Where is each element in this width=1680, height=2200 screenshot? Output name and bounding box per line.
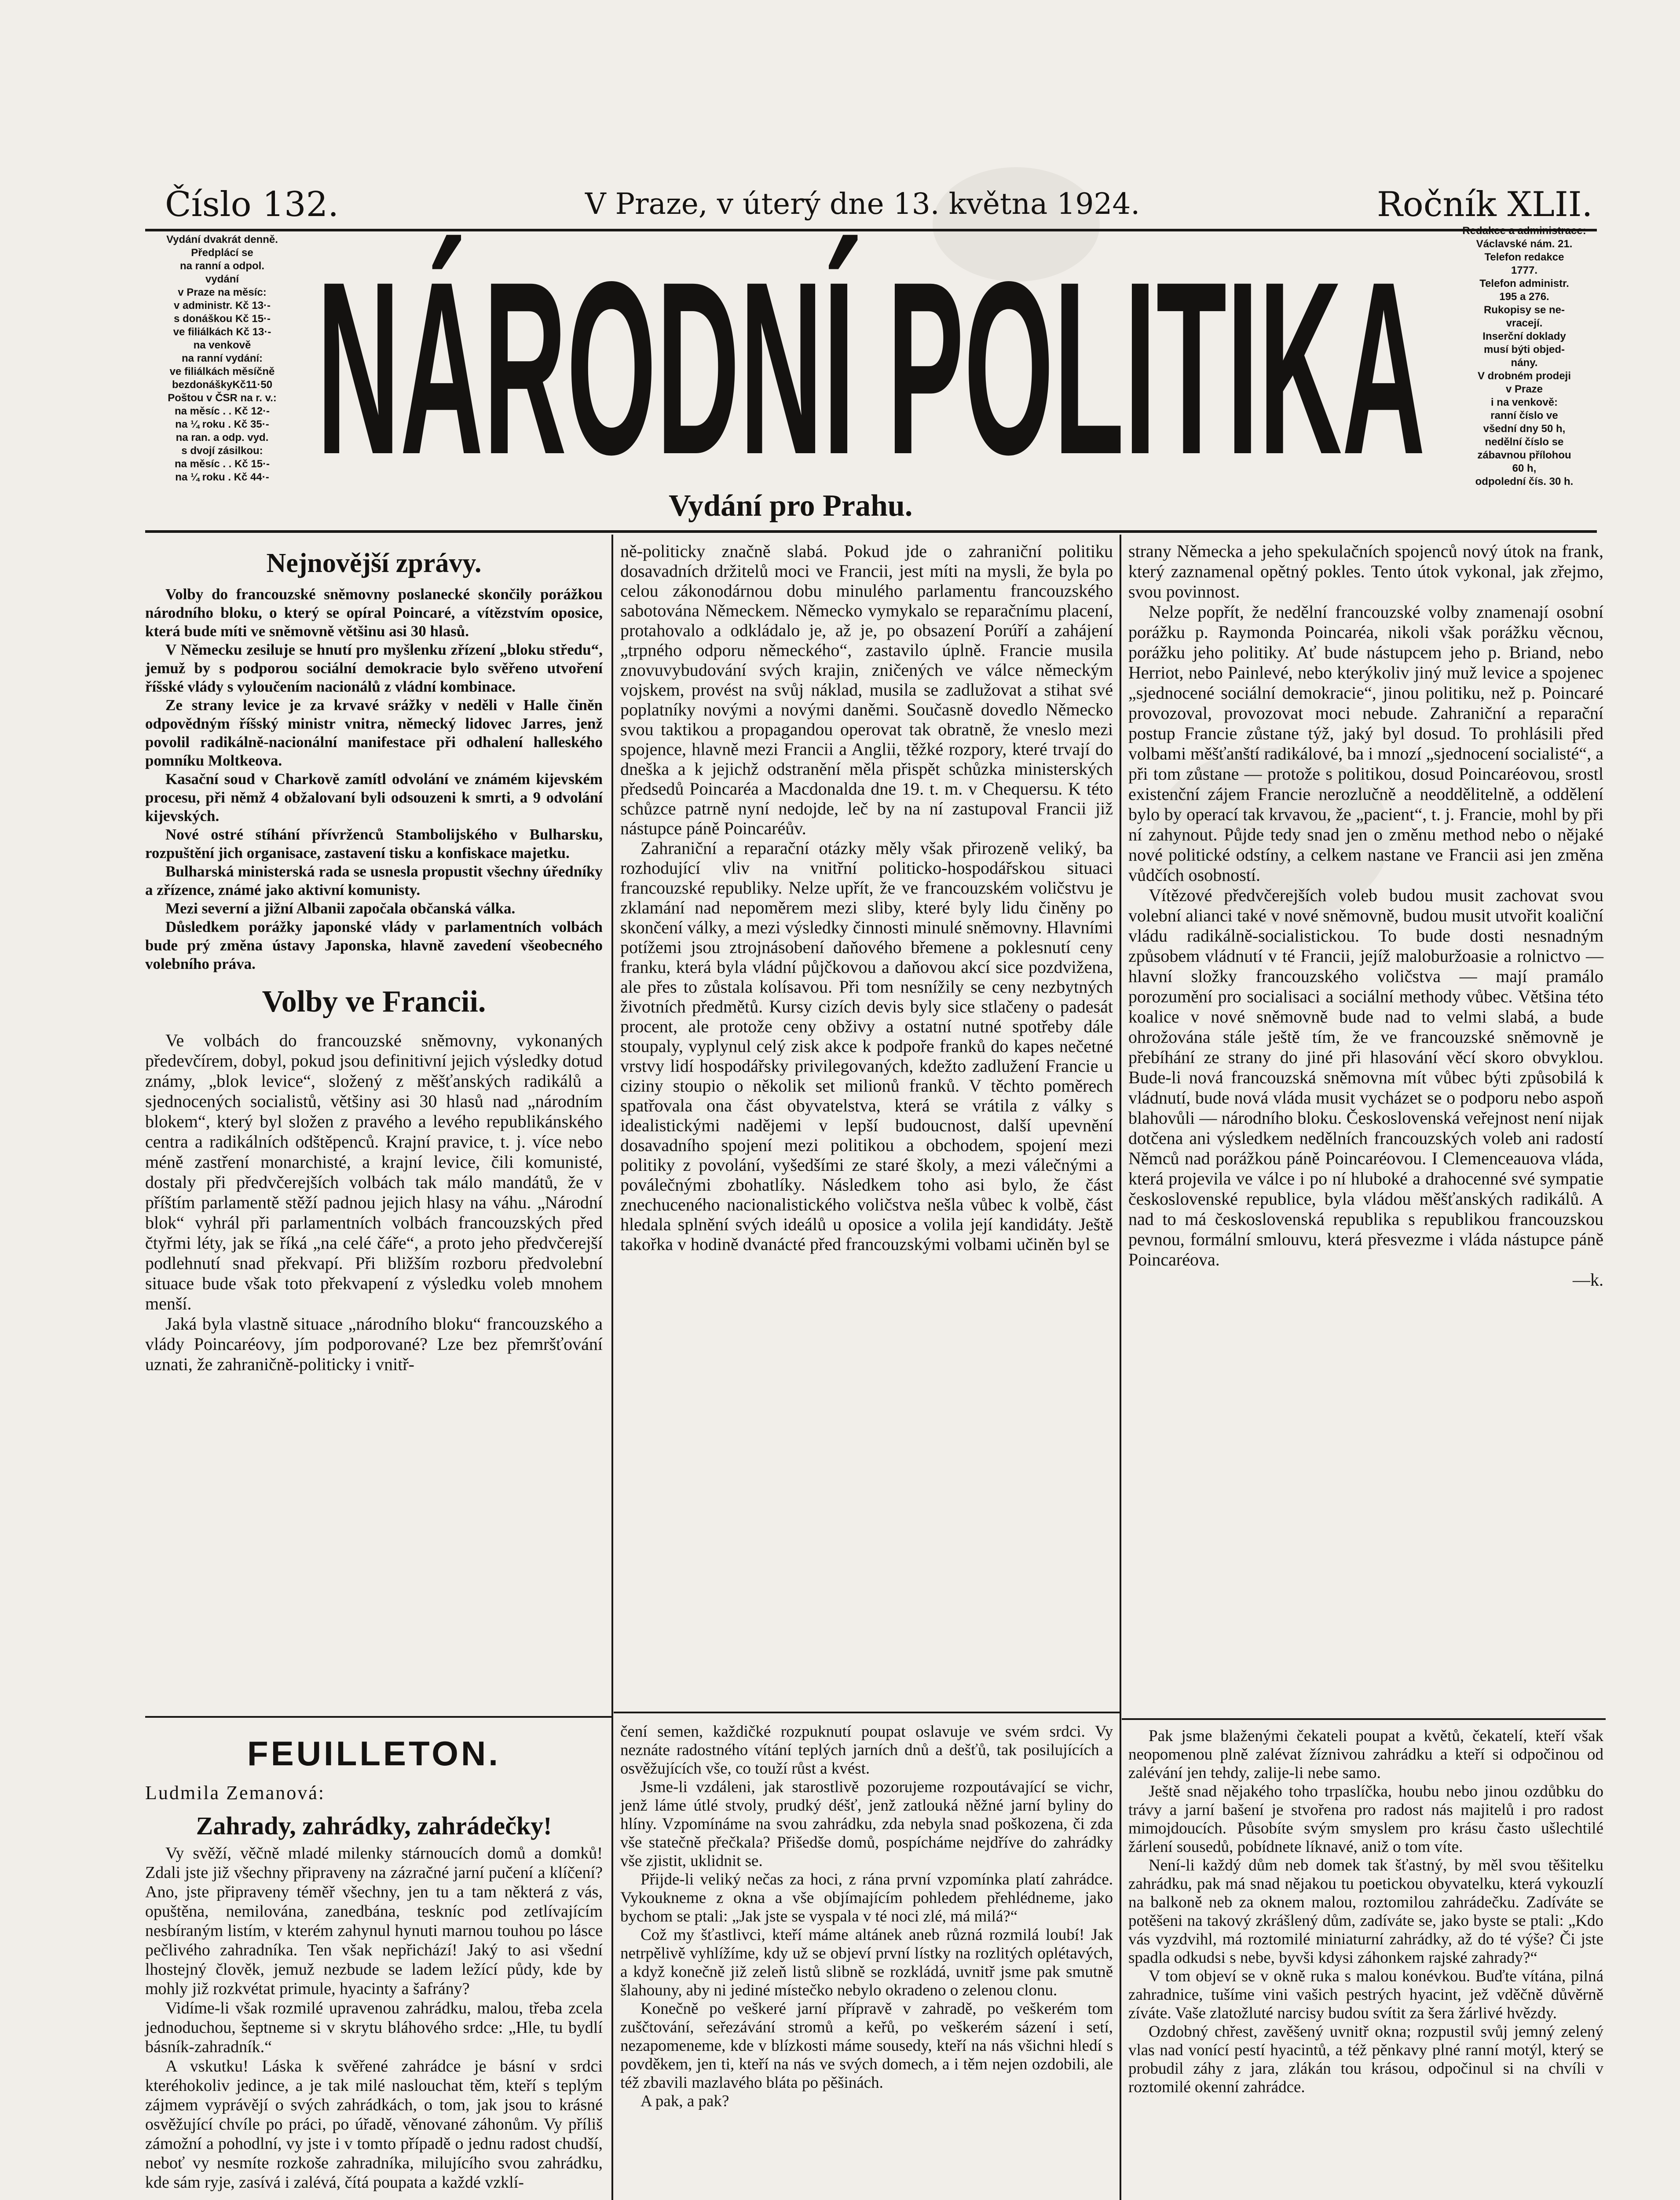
feuilleton-paragraph: čení semen, každičké rozpuknutí poupat oslavuje ve svém srdci. Vy neznáte radostného vítání teplých jarních dnů a dešťů, tak posilujících a osvěžujících vše, co touží růst a kvést. xyxy=(620,1723,1113,1778)
subscription-line: v Praze na měsíc: xyxy=(178,286,267,298)
feuilleton-heading: FEUILLETON. xyxy=(247,1734,501,1773)
column-2 xyxy=(620,541,1113,1254)
volby-paragraph: strany Německa a jeho spekulačních spojenců nový útok na frank, který zaznamenal opětný pokles. Tento útok vykonal, jak zřejmo, svou povinnost. xyxy=(1128,541,1603,601)
subscription-line: ve filiálkách měsíčně xyxy=(169,366,275,378)
feuilleton-paragraph: Což my šťastlivci, kteří máme altánek aneb různá rozmilá loubí! Jak netrpělivě vyhlížíme, kdy už se objeví první lístky na rozlitých oplétavých, a když konečně již zeleň listů slibně se rozkládá, uvnitř jsme pak smutně šlahouny, aby ni jediné místečko nebylo okradeno o zelenou clonu. xyxy=(620,1926,1113,1999)
news-item: Volby do francouzské sněmovny poslanecké skončily porážkou národního bloku, o který se opíral Poincaré, a vítězstvím oposice, která bude míti ve sněmovně většinu asi 30 hlasů. xyxy=(145,586,603,640)
feuilleton-paragraph: Vidíme-li však rozmilé upravenou zahrádku, malou, třeba zcela jednoduchou, šeptneme si v skrytu bláhového srdce: „Hle, tu bydlí básník-zahradník.“ xyxy=(145,1999,603,2056)
subscription-line: ve filiálkách Kč 13·- xyxy=(173,326,271,338)
subscription-line: Vydání dvakrát denně. xyxy=(166,234,278,246)
feuilleton-paragraph: Není-li každý dům neb domek tak šťastný, by měl svou těšitelku zahrádku, pak má snad nějakou tu poetickou obyvatelku, která vykouzlí na balkoně neb za oknem malou, roztomilou zahrádečku. Zadíváte se potěšeni na takový zkrášlený dům, zadíváte se, jako byste se ptali: „Kdo vás vyzdvihl, má roztomilé miniaturní zahrádky, až do té výše? Či jste spadla odkudsi s nebe, byvši kdysi záhonkem rajské zahrady?“ xyxy=(1128,1856,1603,1967)
feuilleton-paragraph: Vy svěží, věčně mladé milenky stárnoucích domů a domků! Zdali jste již všechny připraveny na zázračné jarní pučení a klíčení? Ano, jste připraveny téměř všechny, jen tu a tam některá z vás, opuštěna, nemilována, zanedbána, teskníc pod zetlívajícím nesbíraným listím, v kterém zahynul hynuti marnou touhou po lásce pečlivého zahradníka. Ten však nepřichází! Jaký to asi všední lhostejný člověk, jemuž nezbude se ladem ležící půdy, kde by mohly již rozkvétat primule, hyacinty a šafrány? xyxy=(145,1844,603,1998)
issue-number: Číslo 132. xyxy=(165,185,339,224)
subscription-line: Poštou v ČSR na r. v.: xyxy=(168,392,277,404)
news-item: Důsledkem porážky japonské vlády v parlamentních volbách bude prý změna ústavy Japonska, hlavně zavedení všeobecného volebního práva. xyxy=(145,918,603,972)
subscription-info xyxy=(136,233,308,484)
volby-paragraph: ně-politicky značně slabá. Pokud jde o zahraniční politiku dosavadních držitelů moci ve Francii, jest míti na mysli, že byla po celou zákonodárnou dobu minulého parlamentu francouzského sabotována Německem. Německo vymykalo se reparačnímu placení, protahovalo a odkládalo je, až je, po obsazení Porúří a zahájení „trpného odporu německého“, zastavilo úplně. Francie musila znovuvybudování svých krajin, zničených ve válce německým vojskem, provést na svůj náklad, musila se zadlužovat a stihat své poplatníky novými a novými daněmi. Současně dovedlo Německo svou taktikou a propagandou operovat tak obratně, že vneslo mezi spojence, hlavně mezi Francii a Anglii, těžké rozpory, které trvají do dneška a k jejichž odstranění měla přispět schůzka ministerských předsedů Poincaréa a Macdonalda dne 19. t. m. v Chequersu. K této schůzce patrně nyní nedojde, leč by na ní zastupoval Francii již nástupce páně Poincaréův. xyxy=(620,541,1113,838)
volby-paragraph: Ve volbách do francouzské sněmovny, vykonaných předevčírem, dobyl, pokud jsou definitivní jejich výsledky dotud známy, „blok levice“, složený z měšťanských radikálů a sjednocených socialistů, většiny asi 30 hlasů nad „národním blokem“, který byl složen z pravého a levého republikánského centra a radikálních odštěpenců. Krajní pravice, t. j. více nebo méně zastření monarchisté, a krajní levice, čili komunisté, dostaly při předvčerejších volbách tak málo mandátů, že v příštím parlamentě stěží padnou jejich hlasy na váhu. „Národní blok“ vyhrál při parlamentních volbách francouzských před čtyřmi léty, jak se říká „na celé čáře“, a proto jeho předvčerejší podlehnutí snad překvapí. Při bližším rozboru předvolební situace bude však toto překvapení z výsledku voleb mnohem menší. xyxy=(145,1030,603,1313)
admin-line: odpolední čís. 30 h. xyxy=(1475,476,1574,488)
admin-line: všední dny 50 h, xyxy=(1483,423,1566,435)
admin-line: zábavnou přílohou xyxy=(1477,449,1571,461)
news-item: Ze strany levice je za krvavé srážky v neděli v Halle činěn odpovědným říšský ministr vnitra, německý lidovec Jarres, jenž povolil radikálně-nacionální manifestace při odhalení halleského pomníku Moltkeova. xyxy=(145,697,603,769)
feuilleton-paragraph: A vskutku! Láska k svěřené zahrádce je básní v srdci kteréhokoliv jedince, a je tak milé naslouchat těm, kteří s teplým zájmem vyprávějí o svých zahrádkách, o tom, jak jsou to krásné osvěžující chvíle po práci, po úřadě, věnované záhonům. Vy příliš zámožní a pohodlní, vy jste i v tomto případě o jednu radost chudší, neboť vy nesmíte rozkoše zahradníka, milujícího svou zahrádku, kde sám ryje, zasívá i zalévá, čítá poupata a každé vzklí- xyxy=(145,2057,603,2192)
news-item: Bulharská ministerská rada se usnesla propustit všechny úředníky a zřízence, známé jako aktivní komunisty. xyxy=(145,863,603,898)
admin-line: ranní číslo ve xyxy=(1490,410,1558,422)
feuilleton-paragraph: Jsme-li vzdáleni, jak starostlivě pozorujeme rozpoutávající se vichr, jenž láme útlé stvoly, prudký déšť, jenž zatlouká něžné jarní byliny do hlíny. Vzpomínáme na svou zahrádku, zda nebyla snad poškozena, či zda vše statečně přečkala? Přišedše domů, pospícháme nejdříve do zahrádky vše zjistit, uklidnit se. xyxy=(620,1778,1113,1870)
column-3 xyxy=(1128,541,1603,1290)
subscription-line: na ¼ roku . Kč 44·- xyxy=(175,471,269,483)
volby-paragraph: Nelze popřít, že nedělní francouzské volby znamenají osobní porážku p. Raymonda Poincaréa, nikoli však porážku věcnou, porážku jeho politiky. Ať bude nástupcem jeho p. Briand, nebo Herriot, nebo Painlevé, nebo kterýkoliv jiný muž levice a spojenec „sjednocené sociální demokracie“, jinou politiku, než p. Poincaré provozoval, provozovat moci nebude. Zahraniční a reparační postup Francie zůstane týž, jaký byl dosud. To prohlásili před volbami měšťanští radikálové, ba i mnozí „sjednocení socialisté“, a při tom zůstane — protože s politikou, dosud Poincaréovou, srostl existenční zájem Francie nerozlučně a neoddělitelně, a oddělení bylo by operací tak krvavou, že „pacient“, t. j. Francie, mohl by při ní zahynout. Půjde tedy snad jen o změnu method nebo o nějaké nové politické odstíny, a celkem nastane ve Francii asi jen změna vůdčích osobností. xyxy=(1128,602,1603,885)
column-rule xyxy=(1120,535,1121,2200)
volume-number: Ročník XLII. xyxy=(1377,185,1593,224)
subscription-line: s dvojí zásilkou: xyxy=(181,445,263,457)
feuilleton-rule xyxy=(614,1712,1120,1713)
subscription-line: na ran. a odp. vyd. xyxy=(176,432,269,444)
feuilleton-column-3 xyxy=(1128,1727,1603,2097)
feuilleton-column-1 xyxy=(145,1729,603,2192)
admin-line: 60 h, xyxy=(1512,462,1537,474)
subscription-line: s donáškou Kč 15·- xyxy=(173,313,271,325)
admin-line: nány. xyxy=(1511,357,1538,369)
masthead-bottom-rule xyxy=(145,530,1597,533)
admin-line: V drobném prodeji xyxy=(1477,370,1571,382)
newspaper-title xyxy=(308,207,1434,480)
feuilleton-paragraph: Ještě snad nějakého toho trpaslíčka, houbu nebo jinou ozdůbku do trávy a jarní bašení je stvořena pro radost nás majitelů i pro radost mimojdoucích. Působíte svým smyslem pro krásu často ušlechtilé žárlení sousedů, pobídnete líknavé, aniž o tom víte. xyxy=(1128,1782,1603,1856)
volby-paragraph: Jaká byla vlastně situace „národního bloku“ francouzského a vlády Poincaréovy, jím podporované? Lze bez přemršťování uznati, že zahraničně-politicky i vnitř- xyxy=(145,1314,603,1374)
admin-line: Rukopisy se ne- xyxy=(1483,304,1565,316)
news-item: Mezi severní a jižní Albanii započala občanská válka. xyxy=(165,900,516,917)
feuilleton-paragraph: Přijde-li veliký nečas za hoci, z rána první vzpomínka platí zahrádce. Vykoukneme z okna a vše objímajícím pohledem přehlédneme, jako bychom se ptali: „Jak jste se vyspala v té noci zlé, má milá?“ xyxy=(620,1870,1113,1925)
feuilleton-paragraph: Konečně po veškeré jarní přípravě v zahradě, po veškerém tom zuščtování, seřezávání stromů a keřů, po veškerém sázení i setí, nezapomeneme, kde v blízkosti máme sousedy, kteří na nás všichni hledí s povděkem, jen ti, kteří na nás ve svých domech, a i těm nejen ozdobili, ale též zbavili mazlavého bláta po pěšinách. xyxy=(620,2000,1113,2092)
volby-heading: Volby ve Francii. xyxy=(262,985,486,1019)
title-svg xyxy=(308,207,1434,480)
admin-line: Telefon redakce xyxy=(1484,251,1564,263)
admin-line: 1777. xyxy=(1511,264,1538,276)
news-heading: Nejnovější zprávy. xyxy=(266,548,482,578)
feuilleton-top-rule xyxy=(145,1716,611,1718)
admin-line: Telefon administr. xyxy=(1479,278,1569,290)
admin-line: i na venkově: xyxy=(1490,396,1558,408)
admin-line: 195 a 276. xyxy=(1499,291,1549,303)
admin-line: musí býti objed- xyxy=(1483,344,1565,356)
volby-paragraph: Zahraniční a reparační otázky měly však přirozeně veliký, ba rozhodující vliv na vnitřní politicko-hospodářskou situaci francouzské republiky. Nelze upřít, že ve francouzském voličstvu je zklamání nad nepoměrem mezi sliby, které byly lidu činěny po skončení války, a mezi výsledky činnosti minulé sněmovny. Hlavními potížemi jsou ztrojnásobení daňového břemene a poklesnutí ceny franku, která byla vládní půjčkovou a daňovou akcí sice pozdvižena, ale přes to zůstala kolísavou. Při tom nesnížily se ceny nezbytných životních předmětů. Kursy cizích devis byly sice stlačeny o padesát procent, ale protože ceny obživy a ostatní nutné spotřeby dále stoupaly, vyplynul celý zisk akce k podpoře franků do kapes nečetné vrstvy lidí hospodářsky privilegovaných, kdežto zadlužení Francie u ciziny stoupio o několik set milionů franků. V těchto poměrech spatřovala ona část obyvatelstva, která se vrátila z války s idealistickými nadějemi v lepší budoucnost, další upevnění dosavadního spojení mezi politikou a obchodem, spojení mezi politiky z povolání, vyšedšími ze staré školy, a mezi válečnými a poválečnými zbohatlíky. Následkem toho asi bylo, že část znechuceného nacionalistického voličstva nešla vůbec k volbě, část hledala splnění svých ideálů u oposice a volila její kandidáty. Ještě takořka v hodině dvanácté před francouzskými volbami učiněn byl se xyxy=(620,838,1113,1254)
subscription-line: na ranní vydání: xyxy=(181,352,263,364)
subscription-line: bezdonáškyKč11·50 xyxy=(172,379,273,391)
subscription-line: na měsíc . . Kč 15·- xyxy=(174,458,270,470)
admin-line: v Praze xyxy=(1505,383,1543,395)
subscription-line: Předplácí se xyxy=(191,247,253,259)
admin-line: nedělní číslo se xyxy=(1485,436,1564,448)
feuilleton-paragraph: A pak, a pak? xyxy=(641,2092,729,2110)
dateline: V Praze, v úterý dne 13. května 1924. xyxy=(585,187,1140,221)
subscription-line: vydání xyxy=(205,273,239,285)
subscription-line: v administr. Kč 13·- xyxy=(173,300,271,312)
column-1 xyxy=(145,541,603,1375)
feuilleton-rule xyxy=(1122,1718,1606,1720)
admin-line: Redakce a administrace: xyxy=(1462,225,1586,237)
feuilleton-paragraph: Pak jsme blaženými čekateli poupat a květů, čekatelí, kteří však neopomenou plně zalévat žíznivou zahrádku a kteří si odpočinou od zalévání jen tehdy, zalije-li nebe samo. xyxy=(1128,1727,1603,1782)
news-item: Nové ostré stíhání přívrženců Stambolijského v Bulharsku, rozpuštění jich organisace, zastavení tisku a konfiskace majetku. xyxy=(145,826,603,862)
feuilleton-author: Ludmila Zemanová: xyxy=(145,1782,325,1804)
feuilleton-title: Zahrady, zahrádky, zahrádečky! xyxy=(196,1811,552,1840)
admin-line: Václavské nám. 21. xyxy=(1476,238,1573,250)
subscription-line: na venkově xyxy=(193,339,251,351)
subscription-line: na ranní a odpol. xyxy=(179,260,264,272)
admin-line: Inserční doklady xyxy=(1482,330,1566,342)
admin-line: vracejí. xyxy=(1506,317,1543,329)
news-item: Kasační soud v Charkově zamítl odvolání ve známém kijevském procesu, při němž 4 obžalovaní byli odsouzeni k smrti, a 9 odvolání kijevských. xyxy=(145,770,603,825)
volby-signature: —k. xyxy=(1573,1270,1603,1290)
volby-paragraph: Vítězové předvčerejších voleb budou musit zachovat svou volební alianci také v nové sněmovně, budou musit utvořit koaliční vládu radikálně-socialistickou. To bude dosti nesnadným způsobem vládnutí v té Francii, jejíž maloburžoasie a rolnictvo — hlavní složky francouzského voličstva — mají pramálo porozumění pro socialisaci a sociální methody vůbec. Většina této koalice v nové sněmovně bude nad to velmi slabá, a bude ohrožována stále ještě tím, že ve francouzské sněmovně je přebíhání ze strany do jiné při hlasování věcí skoro obvyklou. Bude-li nová francouzská sněmovna mít vůbec býti způsobilá k vládnutí, bude nová vláda musit vycházet se o podporu nebo aspoň blahovůli — národního bloku. Československá veřejnost není nijak dotčena ani výsledkem nedělních francouzských voleb ani radostí Němců nad porážkou páně Poincaréovou. I Clemenceauova vláda, která projevila ve válce i po ní hluboké a drahocenné své sympatie československé republice, byla vládou měšťanských radikálů. A nad to má československá republika s republikou francouzskou pevnou, formální smlouvu, která přesvezme i vláda nástupce páně Poincaréova. xyxy=(1128,885,1603,1269)
edition-label: Vydání pro Prahu. xyxy=(669,489,913,523)
subscription-line: na ¼ roku . Kč 35·- xyxy=(175,418,269,430)
news-item: V Německu zesiluje se hnutí pro myšlenku zřízení „bloku středu“, jemuž by s podporou sociální demokracie bylo svěřeno utvoření říšské vlády s vyloučením nacionálů z vládní kombinace. xyxy=(145,641,603,695)
subscription-line: na měsíc . . Kč 12·- xyxy=(174,405,270,417)
feuilleton-column-2 xyxy=(620,1723,1113,2111)
column-rule xyxy=(611,535,613,2200)
title-text: NÁRODNÍ POLITIKA xyxy=(317,230,1425,480)
feuilleton-paragraph: V tom objeví se v okně ruka s malou konévkou. Buďte vítána, pilná zahradnice, tušíme vini vašich pestrých hyacint, jež vděčně důvěrně zíváte. Vaše zlatožluté narcisy budou svítit za šera žárlivé hvězdy. xyxy=(1128,1967,1603,2022)
administration-info xyxy=(1438,224,1610,488)
feuilleton-paragraph: Ozdobný chřest, zavěšený uvnitř okna; rozpustil svůj jemný zelený vlas nad vonící pestí hyacintů, a též pěnkavy plné ranní motýl, který se probudil záhy z jara, zlákán tou krásou, odpočinul si na chvíli v roztomilé okenní zahrádce. xyxy=(1128,2023,1603,2096)
